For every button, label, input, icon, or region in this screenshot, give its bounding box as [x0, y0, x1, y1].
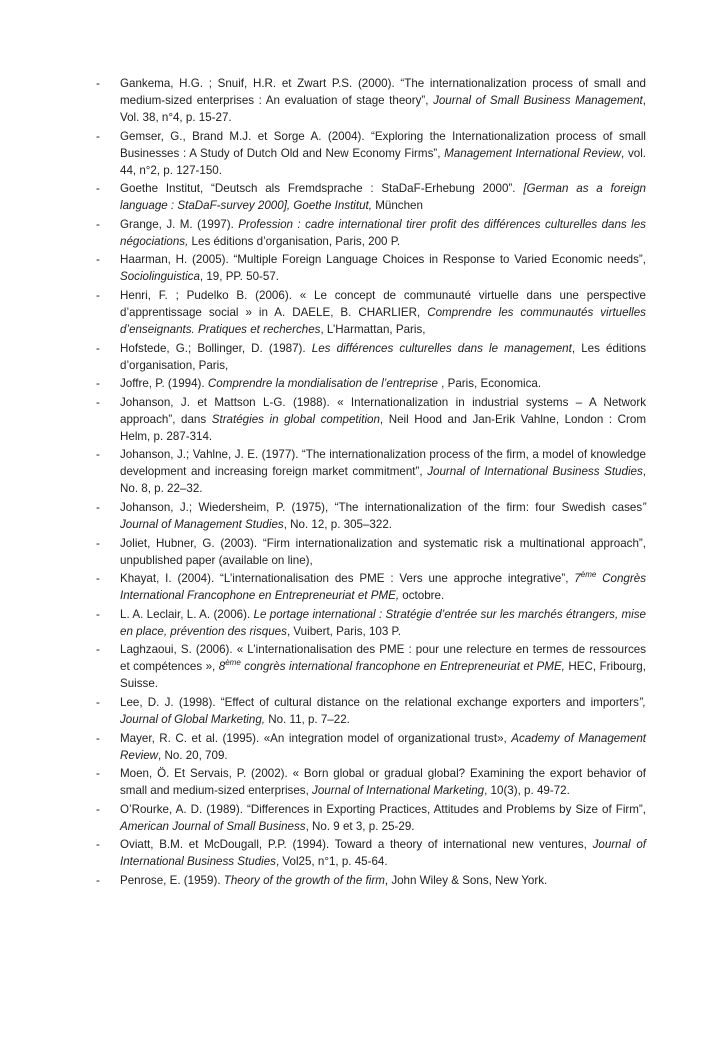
- ref-text: , John Wiley & Sons, New York.: [384, 873, 548, 887]
- ref-text: Johanson, J. et Mattson L-G. (1988). « Internationalization in industrial systems – A Network approach”, dans: [120, 395, 646, 426]
- ref-text: Laghzaoui, S. (2006). « L’internationalisation des PME : pour une relecture en termes de ressources et compétences »,: [120, 643, 646, 674]
- reference-item: [96, 535, 646, 569]
- bullet-dash: -: [96, 838, 100, 852]
- reference-item: [96, 446, 646, 497]
- reference-item: [96, 75, 646, 126]
- bullet-dash: -: [96, 448, 100, 462]
- ref-text: Goethe Institut, “Deutsch als Fremdsprache : StaDaF-Erhebung 2000”.: [120, 182, 524, 196]
- reference-item: [96, 128, 646, 179]
- ref-title: American Journal of Small Business: [120, 819, 306, 833]
- ref-text: Gankema, H.G. ; Snuif, H.R. et Zwart P.S. (2000). “The internationalization process of small and medium-sized enterprises : An evaluation of stage theory”,: [120, 77, 646, 107]
- bullet-dash: -: [96, 377, 100, 391]
- bullet-dash: -: [96, 536, 100, 550]
- ref-title: Management International Review: [444, 146, 622, 160]
- ref-text: Grange, J. M. (1997).: [120, 217, 239, 231]
- ref-title: 7ème Congrès International Francophone en Entrepreneuriat et PME,: [120, 570, 646, 603]
- ref-text: Henri, F. ; Pudelko B. (2006). « Le concept de communauté virtuelle dans une perspective d’apprentissage social » in A. DAELE, B. CHARLIER,: [120, 288, 646, 319]
- ref-title: Comprendre la mondialisation de l’entreprise: [207, 377, 438, 391]
- ref-title: [German as a foreign language : StaDaF-survey 2000], Goethe Institut,: [120, 182, 646, 213]
- ref-text: , 19, PP. 50-57.: [199, 270, 279, 284]
- bullet-dash: -: [96, 395, 100, 409]
- ref-text: Khayat, I. (2004). “L’internationalisation des PME : Vers une approche integrative”,: [120, 572, 575, 586]
- reference-item: [96, 801, 646, 835]
- bullet-dash: -: [96, 607, 100, 621]
- bullet-dash: -: [96, 77, 100, 90]
- ref-text: , L’Harmattan, Paris,: [320, 322, 426, 336]
- ref-title: Academy of Management Review: [120, 731, 646, 762]
- bullet-dash: -: [96, 873, 100, 887]
- reference-item: [96, 730, 646, 764]
- reference-item: [96, 606, 646, 640]
- ref-title: Theory of the growth of the firm: [223, 873, 385, 887]
- ref-text: Moen, Ö. Et Servais, P. (2002). « Born global or gradual global? Examining the export behavior of small and medium-sized enterprises,: [120, 767, 646, 798]
- ref-text: , Paris, Economica.: [437, 377, 542, 391]
- ref-text: , Vol. 38, n°4, p. 15-27.: [120, 94, 646, 124]
- ref-text: , Vol25, n°1, p. 45-64.: [275, 855, 388, 869]
- ref-text: , Les éditions d’organisation, Paris,: [120, 341, 646, 372]
- ref-text: , Neil Hood and Jan-Erik Vahlne, London : Crom Helm, p. 287-314.: [120, 412, 647, 443]
- reference-item: [96, 375, 646, 392]
- bullet-dash: -: [96, 767, 100, 781]
- reference-item: [96, 836, 646, 870]
- bullet-dash: -: [96, 802, 100, 816]
- reference-item: [96, 641, 646, 692]
- reference-item: [96, 251, 646, 285]
- reference-item: [96, 287, 646, 338]
- ref-title: ” Journal of Management Studies: [120, 500, 646, 531]
- reference-list: [96, 75, 646, 890]
- ref-title: Le portage international : Stratégie d’entrée sur les marchés étrangers, mise en place, prévention des risques: [120, 607, 646, 638]
- ref-title: Journal of International Business Studies: [427, 465, 643, 479]
- reference-item: [96, 765, 646, 799]
- ref-title: 8ème congrès international francophone en Entrepreneuriat et PME,: [218, 658, 565, 674]
- ref-text: Penrose, E. (1959).: [120, 873, 224, 887]
- ref-text: , vol. 44, n°2, p. 127-150.: [120, 146, 646, 177]
- reference-item: [96, 872, 646, 889]
- ref-title: Journal of Small Business Management: [433, 94, 643, 107]
- ref-text: , No. 20, 709.: [158, 748, 228, 762]
- ref-text: Les éditions d’organisation, Paris, 200 P.: [188, 234, 401, 248]
- ref-title: ”, Journal of Global Marketing,: [120, 695, 646, 726]
- ref-text: München: [372, 199, 423, 213]
- ref-text: , No. 8, p. 22–32.: [120, 465, 647, 496]
- bullet-dash: -: [96, 341, 100, 355]
- ref-text: Hofstede, G.; Bollinger, D. (1987).: [120, 341, 312, 355]
- ref-text: L. A. Leclair, L. A. (2006).: [120, 607, 254, 621]
- ref-text: Johanson, J.; Wiedersheim, P. (1975), “The internationalization of the firm: four Swedish cases: [120, 500, 643, 514]
- reference-item: [96, 180, 646, 214]
- ref-title: Journal of International Business Studies: [120, 838, 646, 869]
- bullet-dash: -: [96, 643, 100, 657]
- ref-text: , Vuibert, Paris, 103 P.: [286, 624, 402, 638]
- ref-text: Johanson, J.; Vahlne, J. E. (1977). “The internationalization process of the firm, a model of knowledge development and increasing foreign market commitment”,: [120, 448, 646, 479]
- ref-text: , No. 9 et 3, p. 25-29.: [305, 819, 415, 833]
- bullet-dash: -: [96, 695, 100, 709]
- ref-title: Sociolinguistica: [120, 270, 200, 284]
- reference-item: [96, 216, 646, 250]
- bullet-dash: -: [96, 217, 100, 231]
- ref-title: Les différences culturelles dans le management: [311, 341, 572, 355]
- ref-text: HEC, Fribourg, Suisse.: [120, 660, 646, 691]
- bullet-dash: -: [96, 731, 100, 745]
- ref-text: Joffre, P. (1994).: [120, 377, 208, 391]
- ref-text: Joliet, Hubner, G. (2003). “Firm internationalization and systematic risk a multinational approach”, unpublished paper (available on line),: [120, 536, 646, 567]
- reference-item: [96, 694, 646, 728]
- bullet-dash: -: [96, 572, 100, 586]
- ref-text: octobre.: [399, 589, 445, 603]
- ref-text: , 10(3), p. 49-72.: [484, 784, 570, 798]
- reference-item: [96, 570, 646, 604]
- ref-text: Lee, D. J. (1998). “Effect of cultural distance on the relational exchange exporters and importers: [120, 695, 639, 709]
- reference-item: [96, 394, 646, 445]
- ref-text: No. 11, p. 7–22.: [265, 712, 350, 726]
- ref-text: Oviatt, B.M. et McDougall, P.P. (1994). Toward a theory of international new ventures,: [120, 838, 593, 852]
- reference-item: [96, 340, 646, 374]
- bullet-dash: -: [96, 288, 100, 302]
- ref-title: Comprendre les communautés virtuelles d’enseignants. Pratiques et recherches: [120, 305, 646, 336]
- ref-title: Profession : cadre international tirer profit des différences culturelles dans les négociations,: [120, 217, 646, 248]
- reference-item: [96, 499, 646, 533]
- bullet-dash: -: [96, 253, 100, 267]
- ref-text: , No. 12, p. 305–322.: [283, 517, 392, 531]
- bullet-dash: -: [96, 129, 100, 143]
- bullet-dash: -: [96, 182, 100, 196]
- ref-title: Stratégies in global competition: [211, 412, 380, 426]
- ref-text: O’Rourke, A. D. (1989). “Differences in Exporting Practices, Attitudes and Problems by Size of Firm”,: [120, 802, 646, 816]
- ref-text: Gemser, G., Brand M.J. et Sorge A. (2004). “Exploring the Internationalization process of small Businesses : A Study of Dutch Old and New Economy Firms”,: [120, 129, 646, 160]
- ref-text: Haarman, H. (2005). “Multiple Foreign Language Choices in Response to Varied Economic needs”,: [120, 253, 646, 267]
- ref-text: Mayer, R. C. et al. (1995). «An integration model of organizational trust»,: [120, 731, 512, 745]
- bullet-dash: -: [96, 500, 100, 514]
- ref-title: Journal of International Marketing: [312, 784, 485, 798]
